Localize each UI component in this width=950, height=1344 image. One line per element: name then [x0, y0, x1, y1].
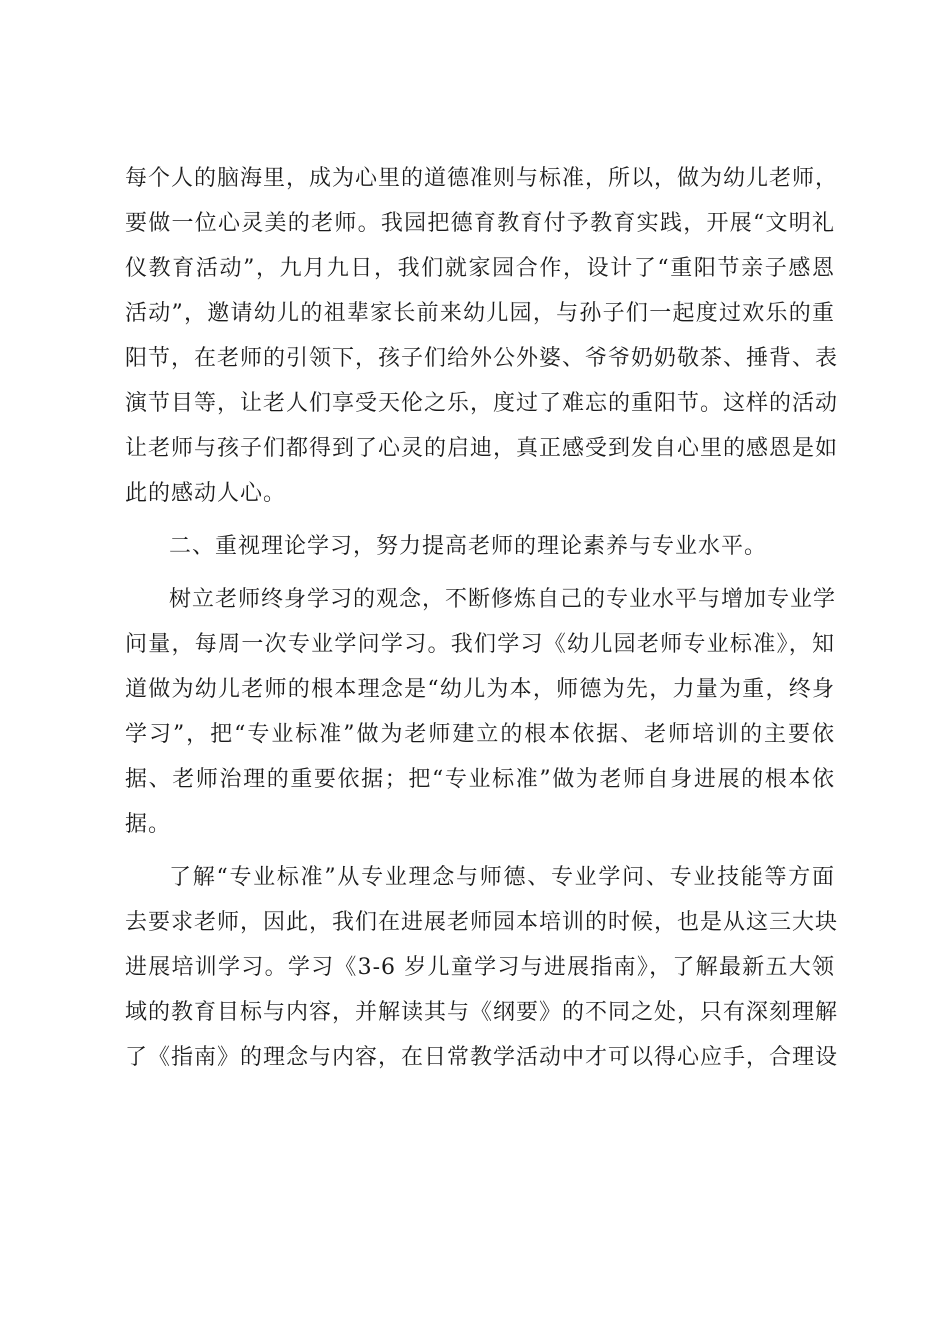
- text-line: 据、老师治理的重要依据；把“专业标准”做为老师自身进展的根本依: [125, 767, 835, 792]
- text-line: 此的感动人心。: [125, 481, 287, 506]
- text-line: 仪教育活动”，九月九日，我们就家园合作，设计了“重阳节亲子感恩: [125, 256, 835, 281]
- text-line: 演节目等，让老人们享受天伦之乐，度过了难忘的重阳节。这样的活动: [125, 391, 839, 416]
- text-line: 去要求老师，因此，我们在进展老师园本培训的时候，也是从这三大块: [125, 910, 839, 935]
- text-line: 树立老师终身学习的观念，不断修炼自己的专业水平与增加专业学: [169, 587, 837, 612]
- body-text: [125, 156, 839, 1080]
- text-line: 据。: [125, 812, 172, 837]
- paragraph-lifelong-learning: [125, 577, 835, 847]
- paragraph-professional-standards: [125, 855, 839, 1080]
- text-line: 每个人的脑海里，成为心里的道德准则与标准，所以，做为幼儿老师，: [125, 166, 839, 191]
- paragraph-moral-education: [125, 156, 839, 516]
- section-heading-theory-study: [125, 524, 835, 569]
- text-line: 阳节，在老师的引领下，孩子们给外公外婆、爷爷奶奶敬茶、捶背、表: [125, 346, 839, 371]
- text-line: 了解“专业标准”从专业理念与师德、专业学问、专业技能等方面: [169, 865, 835, 890]
- section-heading: 二、重视理论学习，努力提高老师的理论素养与专业水平。: [169, 534, 768, 559]
- text-line: 道做为幼儿老师的根本理念是“幼儿为本，师德为先，力量为重，终身: [125, 677, 835, 702]
- text-line: 问量，每周一次专业学问学习。我们学习《幼儿园老师专业标准》，知: [125, 632, 835, 657]
- text-line: 学习”，把“专业标准”做为老师建立的根本依据、老师培训的主要依: [125, 722, 835, 747]
- text-line: 活动”，邀请幼儿的祖辈家长前来幼儿园，与孙子们一起度过欢乐的重: [125, 301, 835, 326]
- text-line: 要做一位心灵美的老师。我园把德育教育付予教育实践，开展“文明礼: [125, 211, 835, 236]
- text-line: 进展培训学习。学习《3-6 岁儿童学习与进展指南》，了解最新五大领: [125, 955, 835, 980]
- text-line: 让老师与孩子们都得到了心灵的启迪，真正感受到发自心里的感恩是如: [125, 436, 839, 461]
- text-line: 了《指南》的理念与内容，在日常教学活动中才可以得心应手，合理设: [125, 1045, 839, 1070]
- text-line: 域的教育目标与内容，并解读其与《纲要》的不同之处，只有深刻理解: [125, 1000, 839, 1025]
